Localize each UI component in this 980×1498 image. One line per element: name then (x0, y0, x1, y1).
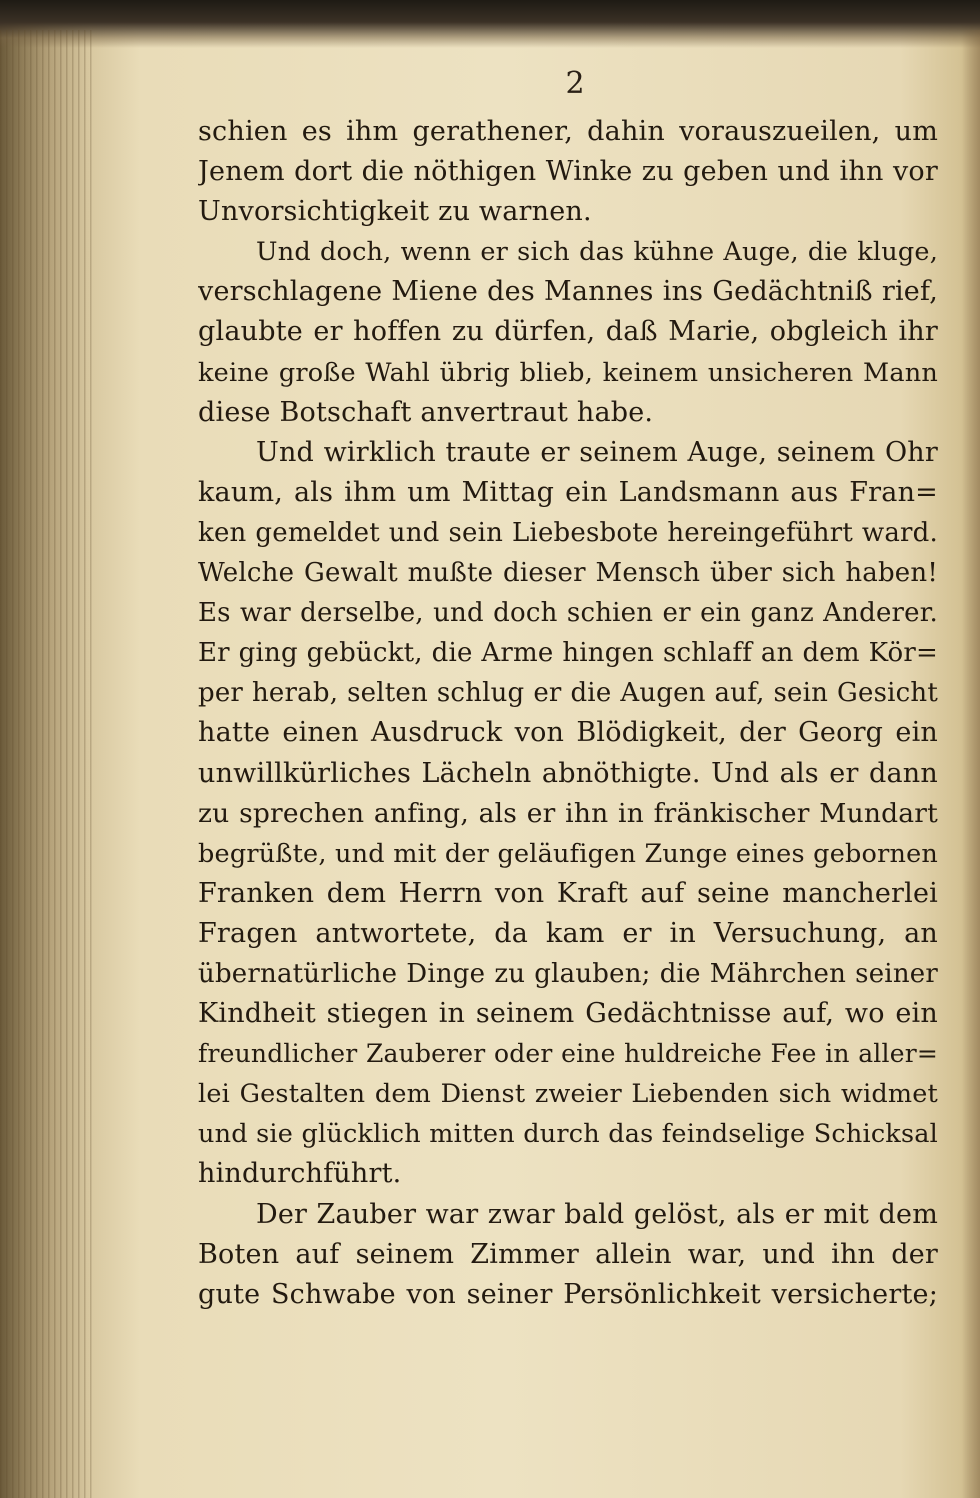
top-shadow (0, 0, 980, 48)
text-line: gute Schwabe von seiner Persönlichkeit versicherte; (198, 1278, 938, 1310)
text-line: per herab, selten schlug er die Augen auf, sein Gesicht (198, 678, 938, 709)
text-line: glaubte er hoffen zu dürfen, daß Marie, obgleich ihr (198, 316, 938, 348)
text-line: hatte einen Ausdruck von Blödigkeit, der Georg ein (198, 717, 938, 749)
body-text (198, 112, 938, 1315)
text-line: kaum, als ihm um Mittag ein Landsmann aus Fran= (198, 476, 938, 508)
text-line: Und doch, wenn er sich das kühne Auge, die kluge, (256, 237, 938, 268)
text-line: zu sprechen anfing, als er ihn in fränkischer Mundart (198, 797, 938, 829)
page-number: 2 (565, 66, 585, 101)
text-line: begrüßte, und mit der geläufigen Zunge eines gebornen (198, 838, 938, 869)
text-line: Er ging gebückt, die Arme hingen schlaff an dem Kör= (198, 638, 938, 669)
text-line: freundlicher Zauberer oder eine huldreiche Fee in aller= (198, 1039, 938, 1069)
text-line: und sie glücklich mitten durch das feindselige Schicksal (198, 1119, 938, 1150)
text-line: Kindheit stiegen in seinem Gedächtnisse auf, wo ein (198, 998, 938, 1030)
text-line: Jenem dort die nöthigen Winke zu geben und ihn vor (198, 156, 938, 188)
text-line: Und wirklich traute er seinem Auge, seinem Ohr (256, 436, 938, 468)
text-line: diese Botschaft anvertraut habe. (198, 396, 654, 428)
text-line: keine große Wahl übrig blieb, keinem unsicheren Mann (198, 357, 938, 388)
text-line: ken gemeldet und sein Liebesbote hereingeführt ward. (198, 517, 938, 548)
text-line: Boten auf seinem Zimmer allein war, und ihn der (198, 1238, 938, 1270)
text-line: lei Gestalten dem Dienst zweier Liebenden sich widmet (198, 1079, 938, 1110)
text-line: Es war derselbe, und doch schien er ein ganz Anderer. (198, 598, 938, 629)
text-line: übernatürliche Dinge zu glauben; die Mährchen seiner (198, 958, 938, 989)
text-line: Welche Gewalt mußte dieser Mensch über sich haben! (198, 558, 938, 589)
text-line: hindurchführt. (198, 1158, 402, 1190)
text-line: Fragen antwortete, da kam er in Versuchung, an (198, 917, 938, 949)
text-line: Der Zauber war zwar bald gelöst, als er mit dem (256, 1198, 938, 1230)
page-right-edge (962, 30, 980, 1498)
book-gutter (0, 30, 95, 1498)
text-line: unwillkürliches Lächeln abnöthigte. Und als er dann (198, 757, 938, 789)
text-line: Unvorsichtigkeit zu warnen. (198, 196, 592, 228)
text-line: verschlagene Miene des Mannes ins Gedächtniß rief, (198, 276, 938, 308)
text-line: Franken dem Herrn von Kraft auf seine mancherlei (198, 877, 938, 909)
text-line: schien es ihm gerathener, dahin vorauszueilen, um (198, 116, 938, 147)
